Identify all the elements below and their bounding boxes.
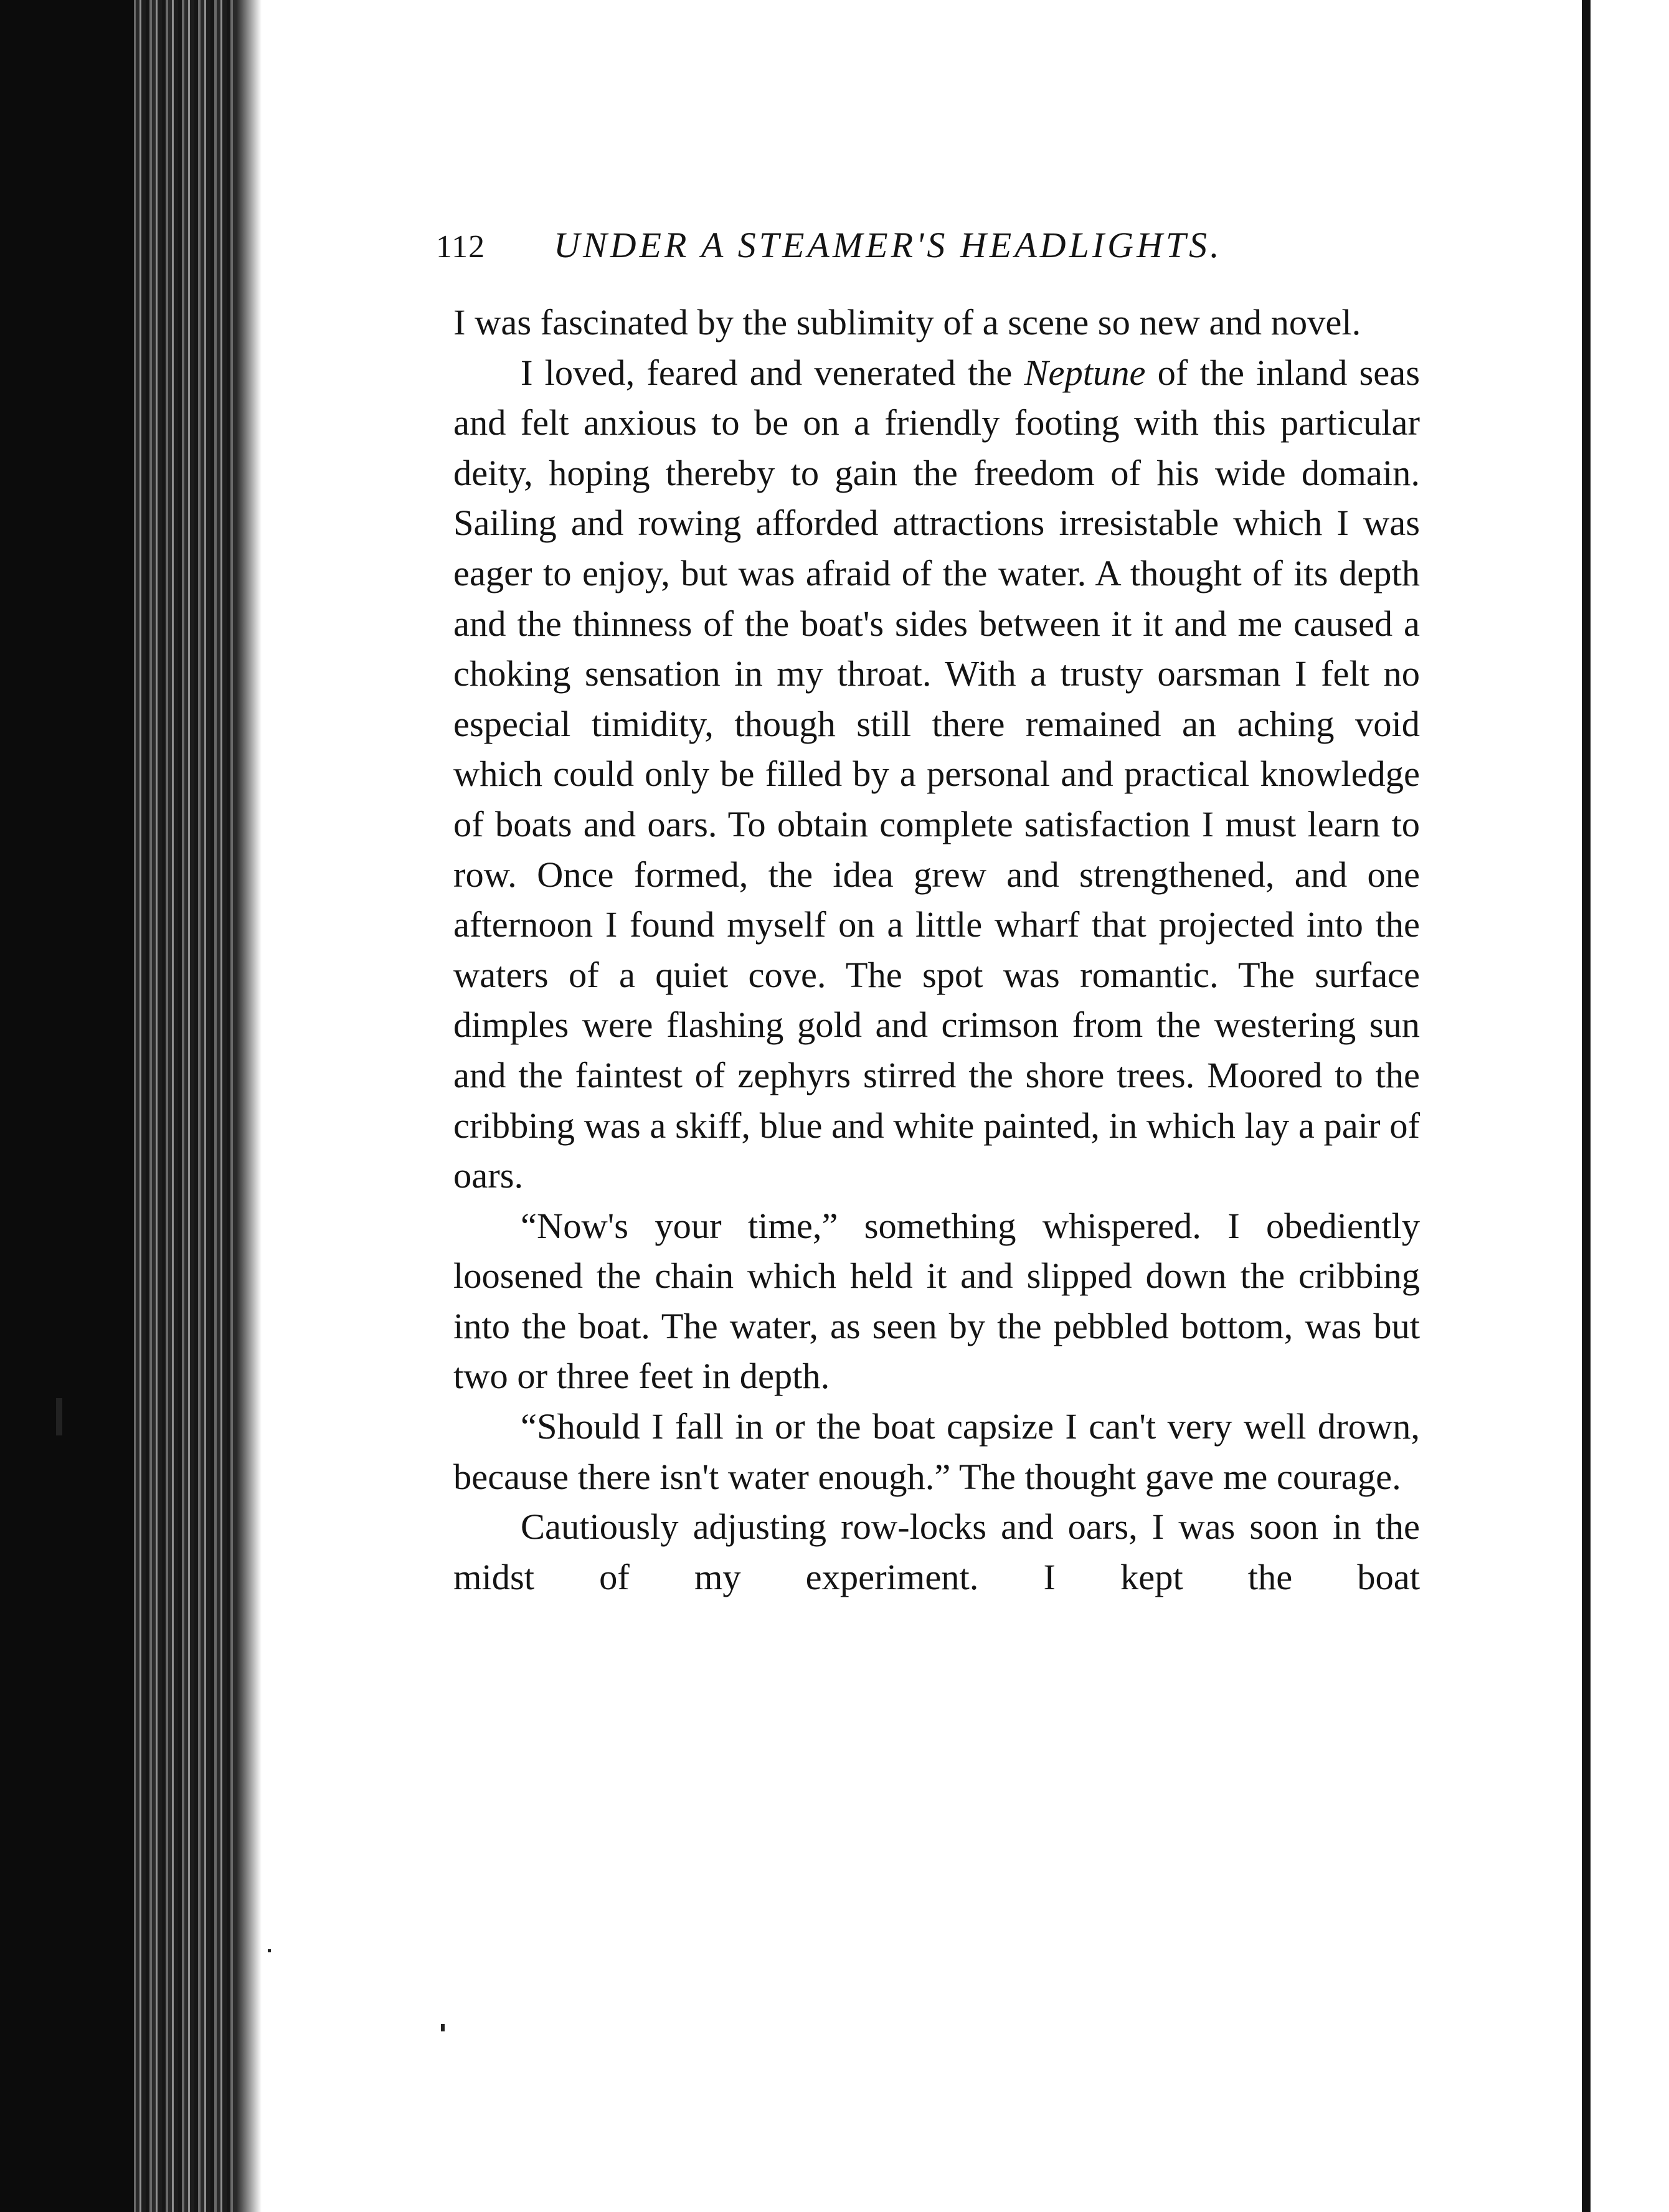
facing-page-edge xyxy=(1582,0,1591,2212)
paragraph: I was fascinated by the sublimity of a scene so new and novel. xyxy=(453,302,1361,343)
italic-name: Neptune xyxy=(1024,352,1146,393)
scan-speck xyxy=(268,1949,271,1952)
page-number: 112 xyxy=(436,229,486,265)
paragraph: “Now's your time,” something whispered. I obediently loosened the chain which held it and slipped down the cribbing into the boat. The water, as seen by the pebbled bottom, was but two or three feet in depth. xyxy=(453,1205,1420,1397)
paragraph: “Should I fall in or the boat capsize I can't very well drown, because there isn't water enough.” The thought gave me courage. xyxy=(453,1406,1420,1497)
right-margin xyxy=(1591,0,1669,2212)
running-head xyxy=(436,224,1333,274)
running-title: UNDER A STEAMER'S HEADLIGHTS. xyxy=(554,225,1222,265)
body-text xyxy=(453,298,1420,1602)
paragraph: I loved, feared and venerated the Neptune of the inland seas and felt anxious to be on a friendly footing with this particular deity, hoping thereby to gain the freedom of his wide domain. Sailing and rowing afforded attractions irresistable which I was eager to enjoy, but was afraid of the water. A thought of its depth and the thinness of the boat's sides between it it and me caused a choking sensation in my throat. With a trusty oarsman I felt no especial timidity, though still there remained an aching void which could only be filled by a personal and practical knowledge of boats and oars. To obtain complete satisfaction I must learn to row. Once formed, the idea grew and strengthened, and one afternoon I found myself on a little wharf that projected into the waters of a quiet cove. The spot was romantic. The surface dimples were flashing gold and crimson from the westering sun and the faintest of zephyrs stirred the shore trees. Moored to the cribbing was a skiff, blue and white painted, in which lay a pair of oars. xyxy=(453,352,1420,1196)
paragraph: Cautiously adjusting row-locks and oars, I was soon in the midst of my experiment. I kept the boat xyxy=(453,1506,1420,1597)
scan-speck xyxy=(441,2024,445,2031)
book-spine-shadow xyxy=(0,0,134,2212)
scan-speck xyxy=(56,1398,62,1435)
gutter-shadow xyxy=(237,0,262,2212)
